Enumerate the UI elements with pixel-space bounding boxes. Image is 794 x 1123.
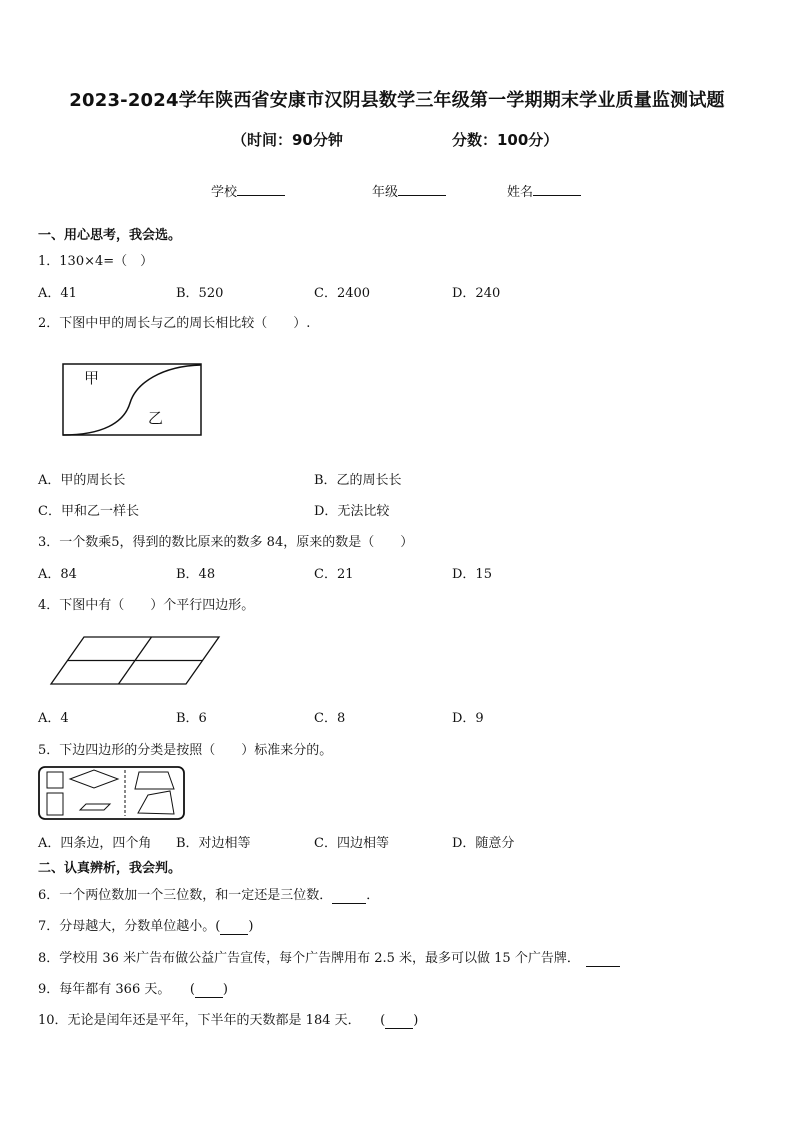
exam-score: 分数：100分） (452, 131, 559, 149)
question-9-end: ) (222, 982, 228, 997)
section-2-heading: 二、认真辨析，我会判。 (38, 861, 182, 876)
question-6-text: 6．一个两位数加一个三位数，和一定还是三位数． (38, 888, 333, 903)
q6-answer-blank[interactable] (332, 888, 366, 904)
grade-blank[interactable] (398, 183, 446, 196)
school-label: 学校 (211, 185, 238, 200)
question-10 (38, 1009, 418, 1029)
q2-label-yi: 乙 (148, 409, 164, 427)
q2-option-c[interactable]: C．甲和乙一样长 (38, 504, 139, 519)
question-8 (38, 947, 620, 967)
q2-option-b[interactable]: B．乙的周长长 (314, 473, 402, 488)
question-4: 4．下图中有（ ）个平行四边形。 (38, 598, 255, 613)
question-9 (38, 978, 228, 998)
name-label: 姓名 (507, 185, 534, 200)
question-10-end: ) (413, 1013, 419, 1028)
q5-option-b[interactable]: B．对边相等 (176, 836, 251, 851)
page-title: 2023-2024学年陕西省安康市汉阴县数学三年级第一学期期末学业质量监测试题 (69, 90, 725, 111)
q1-option-a[interactable]: A．41 (38, 286, 77, 301)
q8-answer-blank[interactable] (586, 951, 620, 967)
q5-rectangle (47, 793, 63, 815)
school-field (211, 181, 285, 200)
section-1-heading: 一、用心思考，我会选。 (38, 228, 182, 243)
q4-option-b[interactable]: B．6 (176, 711, 207, 726)
question-2: 2．下图中甲的周长与乙的周长相比较（ ）. (38, 316, 311, 331)
q5-option-c[interactable]: C．四边相等 (314, 836, 389, 851)
question-8-text: 8．学校用 36 米广告布做公益广告宣传，每个广告牌用布 2.5 米，最多可以做 15 个广告牌． (38, 951, 580, 966)
q5-classification-figure (38, 766, 186, 821)
q2-option-d[interactable]: D．无法比较 (314, 504, 390, 519)
q2-option-a[interactable]: A．甲的周长长 (38, 473, 126, 488)
q5-option-a[interactable]: A．四条边，四个角 (38, 836, 152, 851)
q2-label-jia: 甲 (84, 369, 100, 387)
q3-option-a[interactable]: A．84 (38, 567, 77, 582)
q3-option-b[interactable]: B．48 (176, 567, 216, 582)
q4-option-d[interactable]: D．9 (452, 711, 484, 726)
question-9-text: 9．每年都有 366 天。 ( (38, 982, 195, 997)
q4-parallelogram-figure (50, 636, 222, 686)
question-6 (38, 884, 379, 904)
question-3: 3．一个数乘5，得到的数比原来的数多 84，原来的数是（ ） (38, 535, 414, 550)
grade-field (372, 181, 446, 200)
q1-option-c[interactable]: C．2400 (314, 286, 371, 301)
name-field (507, 181, 581, 200)
q9-answer-blank[interactable] (195, 982, 223, 998)
q5-irregular-quadrilateral (138, 791, 174, 814)
question-5: 5．下边四边形的分类是按照（ ）标准来分的。 (38, 743, 333, 758)
q5-square (47, 772, 63, 788)
q5-trapezoid (135, 772, 174, 789)
question-7 (38, 915, 253, 935)
q2-figure (62, 363, 204, 437)
q5-option-d[interactable]: D．随意分 (452, 836, 515, 851)
question-7-end: ) (248, 919, 254, 934)
grade-label: 年级 (372, 185, 399, 200)
q5-parallelogram (80, 804, 110, 810)
q1-option-d[interactable]: D．240 (452, 286, 501, 301)
q3-option-c[interactable]: C．21 (314, 567, 354, 582)
q10-answer-blank[interactable] (385, 1013, 413, 1029)
q4-option-a[interactable]: A．4 (38, 711, 69, 726)
q7-answer-blank[interactable] (220, 919, 248, 935)
name-blank[interactable] (533, 183, 581, 196)
q5-rhombus (70, 770, 118, 788)
question-1: 1．130×4=（ ） (38, 254, 154, 269)
question-10-text: 10．无论是闰年还是平年，下半年的天数都是 184 天． ( (38, 1013, 386, 1028)
q4-option-c[interactable]: C．8 (314, 711, 346, 726)
question-7-text: 7．分母越大，分数单位越小。( (38, 919, 221, 934)
question-6-end: ． (366, 888, 380, 903)
school-blank[interactable] (237, 183, 285, 196)
exam-time: （时间：90分钟 (232, 131, 343, 149)
q1-option-b[interactable]: B．520 (176, 286, 224, 301)
q3-option-d[interactable]: D．15 (452, 567, 492, 582)
